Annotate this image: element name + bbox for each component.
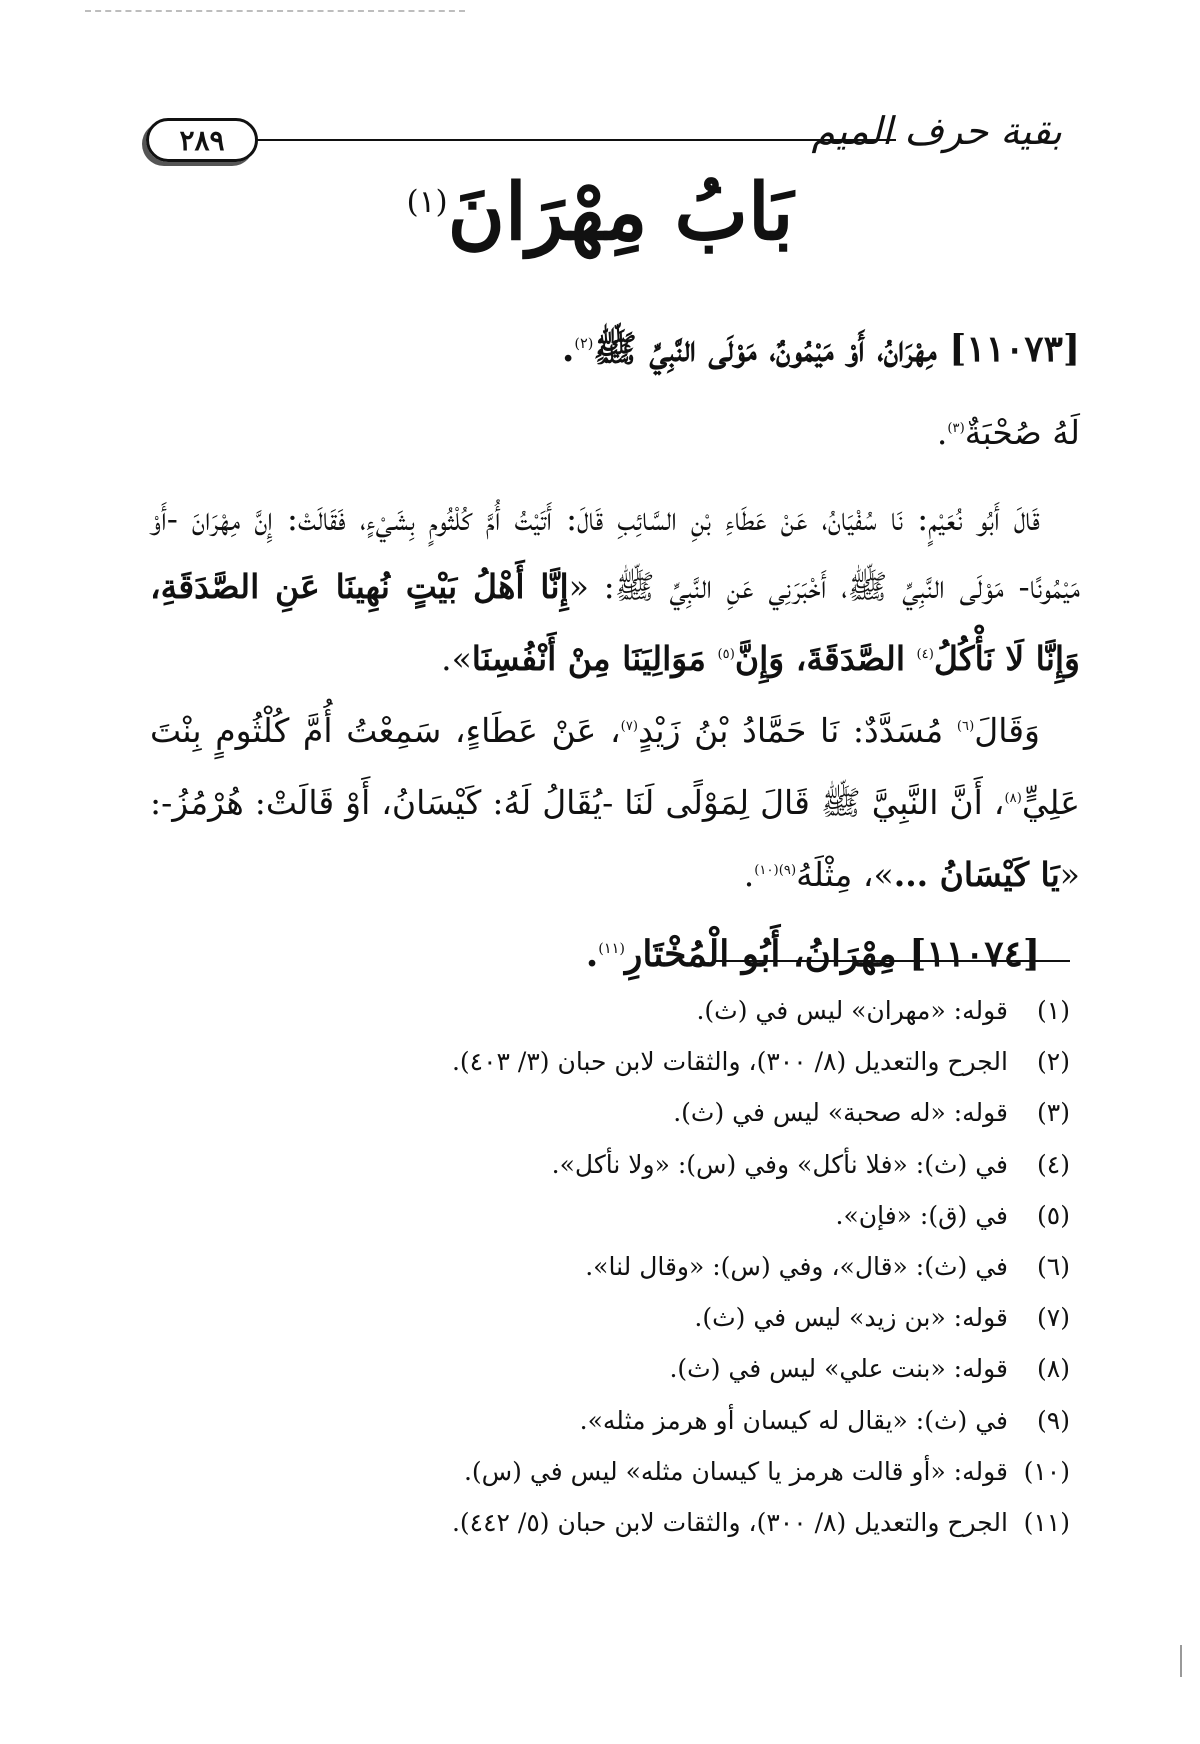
footnote xyxy=(170,1395,1070,1446)
footnote xyxy=(170,1139,1070,1190)
running-title: بقية حرف الميم xyxy=(811,109,1062,153)
footnote-number: (٦) xyxy=(1037,1252,1070,1282)
footnote-text: في (ث): «يقال له كيسان أو هرمز مثله». xyxy=(579,1405,1008,1435)
page-number xyxy=(146,118,258,162)
hadith-text: الصَّدَقَةَ، وَإِنَّ xyxy=(734,639,917,678)
footnote-number: (٣) xyxy=(1037,1098,1070,1128)
footnote-text: قوله: «أو قالت هرمز يا كيسان مثله» ليس في (س). xyxy=(463,1456,1008,1486)
punctuation: . xyxy=(743,855,755,894)
header-rule xyxy=(256,139,896,141)
footnote-number: (٧) xyxy=(1037,1303,1070,1333)
chapter-title: بَابُ مِهْرَانَ xyxy=(447,167,794,258)
footnote-text: قوله: «له صحبة» ليس في (ث). xyxy=(673,1098,1008,1128)
footnote xyxy=(170,1036,1070,1087)
footnote-number: (٨) xyxy=(1037,1354,1070,1384)
footnote xyxy=(170,1190,1070,1241)
footnotes xyxy=(170,985,1070,1548)
footnote-number: (١١) xyxy=(1023,1508,1070,1538)
footnote-ref: (٦) xyxy=(956,719,975,734)
narration-text: ، عَنْ عَطَاءٍ، سَمِعْتُ أُمَّ كُلْثُومٍ بِنْتَ عَلِيٍّ xyxy=(150,711,1080,822)
footnote-text: قوله: «مهران» ليس في (ث). xyxy=(696,996,1008,1025)
footnote xyxy=(170,1446,1070,1497)
footnote-number: (١) xyxy=(1037,996,1070,1025)
narration-text: وَقَالَ xyxy=(974,711,1040,750)
footnote-text: في (ق): «فإن». xyxy=(835,1200,1008,1230)
paragraph xyxy=(150,693,1080,909)
companion-text: لَهُ صُحْبَةٌ xyxy=(964,413,1080,452)
footnote-ref: (٥) xyxy=(717,647,735,662)
scan-artifact-dashes xyxy=(85,10,465,12)
footnote-number: (٩) xyxy=(1037,1405,1070,1435)
paragraph xyxy=(150,485,1080,693)
footnote-ref: (٤) xyxy=(916,647,934,662)
footnote-text: في (ث): «قال»، وفي (س): «وقال لنا». xyxy=(585,1252,1008,1282)
footnote-number: (٤) xyxy=(1037,1149,1070,1179)
footnote xyxy=(170,1497,1070,1548)
footnote-ref: (١٠) xyxy=(754,863,779,878)
footnote xyxy=(170,1292,1070,1343)
footnote-separator xyxy=(715,960,1070,962)
entry-heading-text: [١١٠٧٤] مِهْرَانُ، أَبُو الْمُخْتَارِ xyxy=(624,933,1040,975)
footnote xyxy=(170,1241,1070,1292)
punctuation: . xyxy=(585,933,599,975)
footnote xyxy=(170,1087,1070,1138)
footnote-number: (١٠) xyxy=(1023,1456,1070,1486)
footnote-ref: (١) xyxy=(406,184,448,220)
hadith-text: مَوَالِيَنَا مِنْ أَنْفُسِنَا xyxy=(471,639,718,678)
entry-heading xyxy=(150,915,1080,988)
footnote-number: (٢) xyxy=(1037,1047,1070,1077)
footnote-text: قوله: «بن زيد» ليس في (ث). xyxy=(694,1303,1008,1333)
footnote-ref: (١١) xyxy=(598,941,625,957)
footnote-ref: (٨) xyxy=(1004,791,1022,806)
chapter-heading xyxy=(0,168,1200,258)
footnote-text: قوله: «بنت علي» ليس في (ث). xyxy=(669,1354,1008,1384)
footnote-ref: (٩) xyxy=(778,863,797,878)
footnote-text: الجرح والتعديل (٨/ ٣٠٠)، والثقات لابن حبان (٣/ ٤٠٣). xyxy=(451,1047,1008,1077)
entry-heading-text: [١١٠٧٣] مِهْرَانُ، أَوْ مَيْمُونٌ، مَوْلَى النَّبِيِّ ﷺ xyxy=(593,328,1080,370)
hadith-text: إِنَّا أَهْلُ بَيْتٍ نُهِينَا عَنِ الصَّدَقَةِ، وَإِنَّا لَا نَأْكُلُ xyxy=(150,567,1080,678)
footnote xyxy=(170,1343,1070,1394)
footnote-text: الجرح والتعديل (٨/ ٣٠٠)، والثقات لابن حبان (٥/ ٤٤٢). xyxy=(451,1508,1008,1538)
footnote-ref: (٢) xyxy=(574,336,594,352)
narration-text: ، أَنَّ النَّبِيَّ ﷺ قَالَ لِمَوْلًى لَنَا -يُقَالُ لَهُ: كَيْسَانُ، أَوْ قَالَتْ: هُرْمُزُ-: « xyxy=(150,783,1080,894)
footnote-text: في (ث): «فلا نأكل» وفي (س): «ولا نأكل». xyxy=(551,1149,1008,1179)
footnote-number: (٥) xyxy=(1037,1200,1070,1230)
footnote-ref: (٣) xyxy=(947,421,965,436)
hadith-text: يَا كَيْسَانُ ... xyxy=(893,855,1060,894)
punctuation: . xyxy=(936,413,948,452)
narration-text: قَالَ أَبُو نُعَيْمٍ: نَا سُفْيَانُ، عَنْ عَطَاءِ بْنِ السَّائِبِ قَالَ: أَتَيْتُ أُمَّ كُلْثُومٍ بِشَيْءٍ، فَقَالَتْ: إِنَّ مِهْرَانَ -أَوْ مَيْمُونًا- مَوْلَى النَّبِيِّ ﷺ، أَخْبَرَنِي عَنِ النَّبِيِّ ﷺ: « xyxy=(150,499,1081,606)
footnote xyxy=(170,985,1070,1036)
punctuation: ». xyxy=(441,639,472,678)
body-text xyxy=(150,310,1080,988)
companion-note xyxy=(150,395,1080,467)
punctuation: . xyxy=(561,328,575,370)
narration-text: مُسَدَّدٌ: نَا حَمَّادُ بْنُ زَيْدٍ xyxy=(638,711,957,750)
entry-heading xyxy=(150,310,1080,383)
scan-margin-mark xyxy=(1180,1645,1182,1677)
page-number-text: ٢٨٩ xyxy=(179,123,225,157)
footnote-ref: (٧) xyxy=(620,719,639,734)
narration-text: »، مِثْلَهُ xyxy=(796,855,894,894)
